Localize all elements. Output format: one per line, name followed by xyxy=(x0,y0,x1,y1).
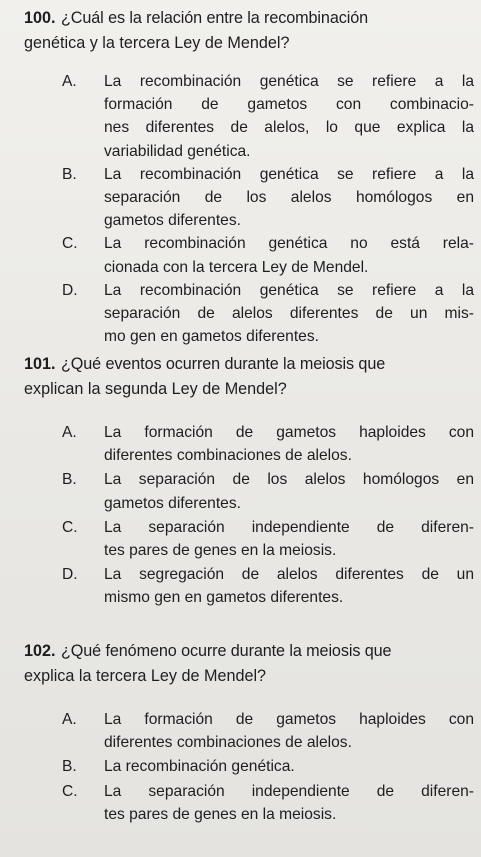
question-text: ¿Cuál es la relación entre la recombinación genética y la tercera Ley de Mendel? xyxy=(24,9,369,52)
option-letter: B. xyxy=(62,758,77,776)
option-b[interactable]: B. La recombinación genética se refiere a la separación de los alelos homólogos en gametos diferentes. xyxy=(12,163,474,233)
option-b[interactable]: B. La separación de los alelos homólogos en gametos diferentes. xyxy=(12,468,474,514)
question-stem xyxy=(12,352,474,402)
option-b[interactable]: B. La recombinación genética. xyxy=(12,755,474,778)
option-letter: B. xyxy=(62,471,77,489)
option-d[interactable]: D. La recombinación genética se refiere a la separación de alelos diferentes de un mis- mo gen en gametos diferentes. xyxy=(12,279,474,349)
option-c[interactable]: C. La recombinación genética no está rela- cionada con la tercera Ley de Mendel. xyxy=(12,232,474,278)
answer-options xyxy=(12,708,474,826)
answer-options xyxy=(12,421,474,610)
option-letter: D. xyxy=(62,281,78,299)
question-102 xyxy=(12,639,474,826)
option-letter: C. xyxy=(62,235,78,253)
option-letter: A. xyxy=(62,711,77,728)
option-a[interactable]: A. La formación de gametos haploides con diferentes combinaciones de alelos. xyxy=(12,421,474,467)
option-d[interactable]: D. La segregación de alelos diferentes de un mismo gen en gametos diferentes. xyxy=(12,563,474,609)
question-number: 101. xyxy=(24,355,56,373)
option-a[interactable]: A. La recombinación genética se refiere a la formación de gametos con combinacio- nes diferentes de alelos, lo que explica la variabilidad genética. xyxy=(12,70,474,163)
option-letter: A. xyxy=(62,424,77,441)
option-letter: A. xyxy=(62,73,77,90)
option-a[interactable]: A. La formación de gametos haploides con diferentes combinaciones de alelos. xyxy=(12,708,474,754)
question-stem xyxy=(12,639,474,689)
option-letter: C. xyxy=(62,782,78,800)
question-stem xyxy=(12,6,474,56)
question-101 xyxy=(12,352,474,610)
question-100 xyxy=(12,6,474,348)
question-text: ¿Qué fenómeno ocurre durante la meiosis que explica la tercera Ley de Mendel? xyxy=(24,642,392,685)
question-number: 100. xyxy=(24,9,56,27)
option-c[interactable]: C. La separación independiente de diferen- tes pares de genes en la meiosis. xyxy=(12,516,474,562)
question-number: 102. xyxy=(24,642,56,660)
option-letter: D. xyxy=(62,566,78,584)
answer-options xyxy=(12,70,474,348)
option-letter: C. xyxy=(62,518,78,536)
option-c[interactable]: C. La separación independiente de diferen- tes pares de genes en la meiosis. xyxy=(12,780,474,826)
question-text: ¿Qué eventos ocurren durante la meiosis que explican la segunda Ley de Mendel? xyxy=(24,355,386,398)
option-letter: B. xyxy=(62,165,77,183)
